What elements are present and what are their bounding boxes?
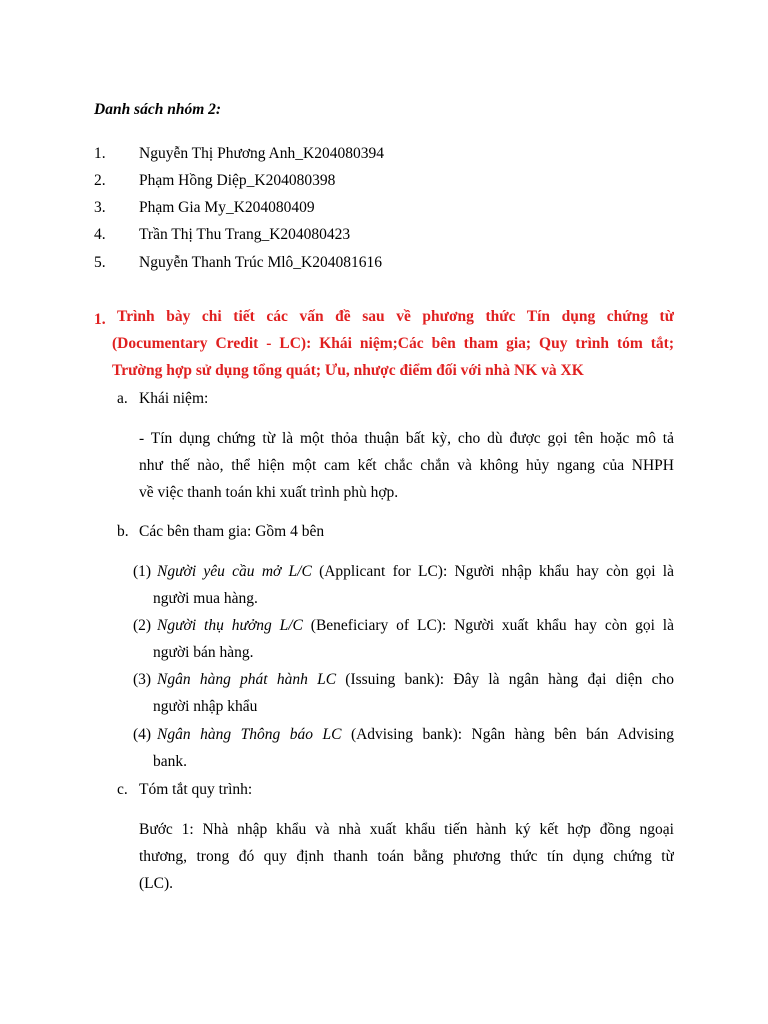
member-number: 2. bbox=[94, 172, 106, 189]
party-number: (3) bbox=[133, 671, 152, 688]
party-term: Ngân hàng phát hành LC bbox=[157, 671, 337, 688]
section-a-line bbox=[139, 456, 674, 476]
member-number: 4. bbox=[94, 226, 106, 243]
section-b-marker: b. bbox=[117, 523, 129, 540]
section-c-line-text: thương, trong đó quy định thanh toán bằng phương thức tín dụng chứng từ bbox=[139, 848, 674, 865]
party-description: (Applicant for LC): Người nhập khẩu hay còn gọi là bbox=[311, 563, 674, 580]
party-line bbox=[157, 616, 674, 636]
section-a-line: về việc thanh toán khi xuất trình phù hợp. bbox=[139, 484, 399, 501]
party-line bbox=[157, 670, 674, 690]
member-name: Phạm Hồng Diệp_K204080398 bbox=[139, 172, 336, 189]
party-term: Ngân hàng Thông báo LC bbox=[157, 726, 342, 743]
member-name: Phạm Gia My_K204080409 bbox=[139, 199, 315, 216]
party-line-2: người bán hàng. bbox=[153, 644, 254, 661]
section-a-line-text: - Tín dụng chứng từ là một thỏa thuận bất kỳ, cho dù được gọi tên hoặc mô tả bbox=[139, 430, 674, 447]
party-line-text bbox=[157, 725, 674, 745]
section-a-line bbox=[139, 429, 674, 449]
party-line-2: người nhập khẩu bbox=[153, 698, 258, 715]
question-line: Trường hợp sử dụng tổng quát; Ưu, nhược điểm đối với nhà NK và XK bbox=[112, 362, 584, 379]
question-number: 1. bbox=[94, 311, 106, 328]
party-line bbox=[157, 725, 674, 745]
party-number: (1) bbox=[133, 563, 152, 580]
member-number: 3. bbox=[94, 199, 106, 216]
party-description: (Issuing bank): Đây là ngân hàng đại diện cho bbox=[336, 671, 674, 688]
question-line bbox=[117, 306, 674, 328]
member-number: 5. bbox=[94, 254, 106, 271]
member-name: Trần Thị Thu Trang_K204080423 bbox=[139, 226, 351, 243]
party-line-2: bank. bbox=[153, 753, 188, 770]
section-c-line-text: Bước 1: Nhà nhập khẩu và nhà xuất khẩu tiến hành ký kết hợp đồng ngoại bbox=[139, 821, 674, 838]
section-c-line bbox=[139, 820, 674, 840]
party-line-text bbox=[157, 670, 674, 690]
member-name: Nguyễn Thanh Trúc Mlô_K204081616 bbox=[139, 254, 382, 271]
question-line-text: Trình bày chi tiết các vấn đề sau về phương thức Tín dụng chứng từ bbox=[117, 308, 674, 325]
question-line bbox=[112, 333, 674, 355]
member-number: 1. bbox=[94, 145, 106, 162]
party-line-text bbox=[157, 562, 674, 582]
party-number: (4) bbox=[133, 726, 152, 743]
party-description: (Beneficiary of LC): Người xuất khẩu hay còn gọi là bbox=[302, 617, 674, 634]
section-a-marker: a. bbox=[117, 390, 128, 407]
party-number: (2) bbox=[133, 617, 152, 634]
section-a-title: Khái niệm: bbox=[139, 390, 209, 407]
party-line bbox=[157, 562, 674, 582]
section-b-title: Các bên tham gia: Gồm 4 bên bbox=[139, 523, 325, 540]
party-line-2: người mua hàng. bbox=[153, 590, 258, 607]
section-c-line bbox=[139, 847, 674, 867]
party-line-text bbox=[157, 616, 674, 636]
section-c-line: (LC). bbox=[139, 875, 174, 892]
section-a-line-text: như thế nào, thể hiện một cam kết chắc chắn và không hủy ngang của NHPH bbox=[139, 457, 674, 474]
section-c-title: Tóm tắt quy trình: bbox=[139, 781, 253, 798]
question-line-text: (Documentary Credit - LC): Khái niệm;Các bên tham gia; Quy trình tóm tắt; bbox=[112, 335, 674, 352]
section-c-marker: c. bbox=[117, 781, 128, 798]
member-name: Nguyễn Thị Phương Anh_K204080394 bbox=[139, 145, 384, 162]
party-term: Người thụ hưởng L/C bbox=[157, 617, 303, 634]
party-description: (Advising bank): Ngân hàng bên bán Advising bbox=[341, 726, 674, 743]
group-heading: Danh sách nhóm 2: bbox=[94, 101, 222, 118]
party-term: Người yêu cầu mở L/C bbox=[157, 563, 312, 580]
